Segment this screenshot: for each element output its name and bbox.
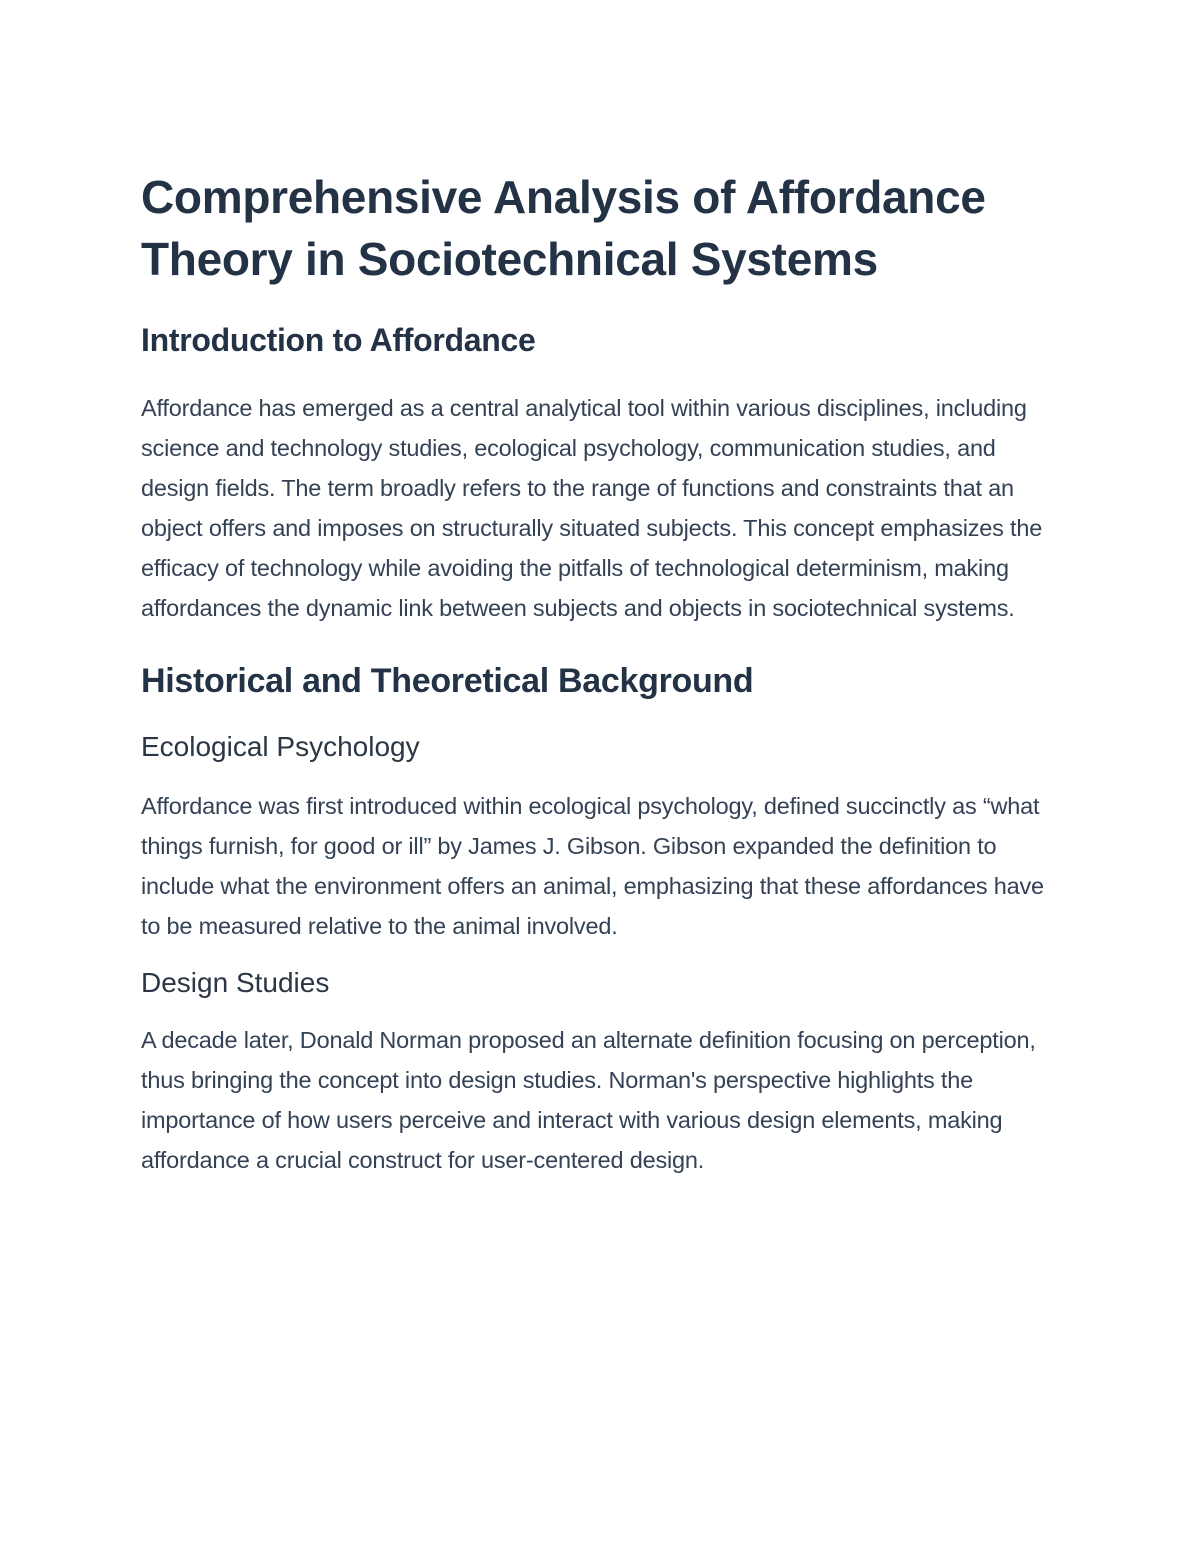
introduction-paragraph: Affordance has emerged as a central analytical tool within various disciplines, including science and technology studies, ecological psychology, communication studies, and design fields. The term broadly refers to the range of functions and constraints that an object offers and imposes on structurally situated subjects. This concept emphasizes the efficacy of technology while avoiding the pitfalls of technological determinism, making affordances the dynamic link between subjects and objects in sociotechnical systems. (141, 395, 1043, 621)
section-heading-introduction: Introduction to Affordance (141, 322, 536, 358)
section-heading-background: Historical and Theoretical Background (141, 662, 754, 700)
design-studies-paragraph: A decade later, Donald Norman proposed an alternate definition focusing on perception, thus bringing the concept into design studies. Norman's perspective highlights the importance of how users perceive and interact with various design elements, making affordance a crucial construct for user-centered design. (141, 1027, 1036, 1173)
subsection-heading-design-studies: Design Studies (141, 967, 330, 998)
document-title: Comprehensive Analysis of Affordance Theory in Sociotechnical Systems (141, 171, 986, 285)
document-page (141, 166, 1061, 1180)
ecological-psychology-paragraph: Affordance was first introduced within ecological psychology, defined succinctly as “what things furnish, for good or ill” by James J. Gibson. Gibson expanded the definition to include what the environment offers an animal, emphasizing that these affordances have to be measured relative to the animal involved. (141, 793, 1044, 939)
subsection-heading-ecological-psychology: Ecological Psychology (141, 731, 420, 762)
